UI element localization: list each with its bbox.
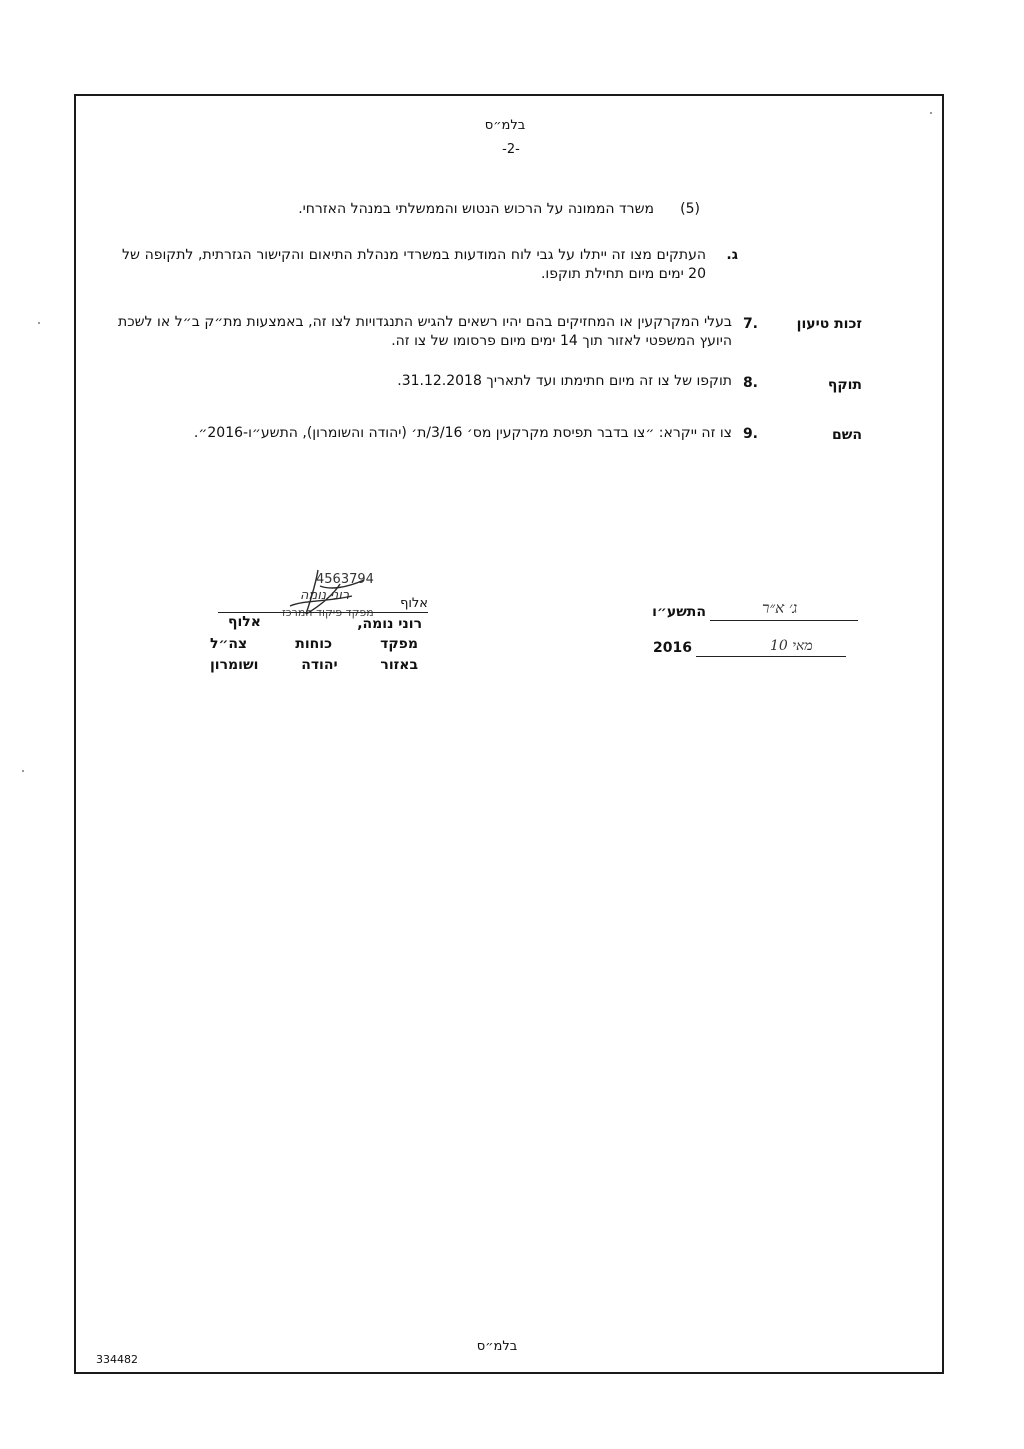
item-label: ג. [726,247,738,263]
gregorian-year-label: 2016 [653,640,692,656]
stamp-name: רוני נומה [300,588,350,603]
section-text: תוקפו של צו זה מיום חתימתו ועד לתאריך 31.12.2018. [397,373,732,389]
section-number: 7. [742,316,758,332]
section-text: בעלי המקרקעין או המחזיקים בהם יהיו רשאים להגיש התנגדויות לצו זה, באמצעות מת״ק ב״ל או לשכת היועץ המשפטי לאזור תוך 14 ימים מיום פרסומו של צו זה. [118,314,732,349]
date-line [710,620,858,621]
section-number: 8. [742,375,758,391]
document-id: 334482 [96,1353,138,1366]
section-heading: זכות טיעון [796,316,862,332]
stamp-rank: אלוף [400,596,428,611]
scan-speck [930,112,932,114]
date-line [696,656,846,657]
scan-speck [38,322,40,324]
section-heading: השם [832,427,862,443]
signer-rank: אלוף [228,614,261,630]
item-text: העתקים מצו זה ייתלו על גבי לוח המודעות במשרדי מנהלת התיאום והקישור הגזרתית, לתקופה של 20 ימים מיום תחילת תוקפו. [122,247,706,282]
section-heading: תוקף [827,377,862,393]
classification-footer: בלמ״ס [476,1339,518,1354]
signature-line [218,612,428,613]
signer-name: רוני נומה, [357,616,422,632]
handwritten-gregorian-date: 10 מאי [770,638,813,654]
stamp-number: 4563794 [316,572,374,587]
section-text: צו זה ייקרא: ״צו בדבר תפיסת מקרקעין מס׳ 3/16/ת׳ (יהודה והשומרון), התשע״ו-2016״. [193,425,732,441]
stamp-title: מפקד פיקוד המרכז [282,606,374,619]
scan-speck [22,770,24,772]
section-number: 9. [742,426,758,442]
hebrew-year-label: התשע״ו [652,604,706,620]
sub-item-text: משרד הממונה על הרכוש הנטוש והממשלתי במנהל האזרחי. [298,201,654,217]
signer-title-line-1: מפקד כוחות צה״ל [210,636,418,652]
page-number: -2- [502,142,520,157]
page-border [74,94,944,1374]
handwritten-hebrew-date: ג׳ א״ר [762,599,798,617]
signer-title-line-2: באזור יהודה ושומרון [210,657,418,673]
sub-item-label: (5) [680,201,700,217]
classification-header: בלמ״ס [484,118,526,133]
